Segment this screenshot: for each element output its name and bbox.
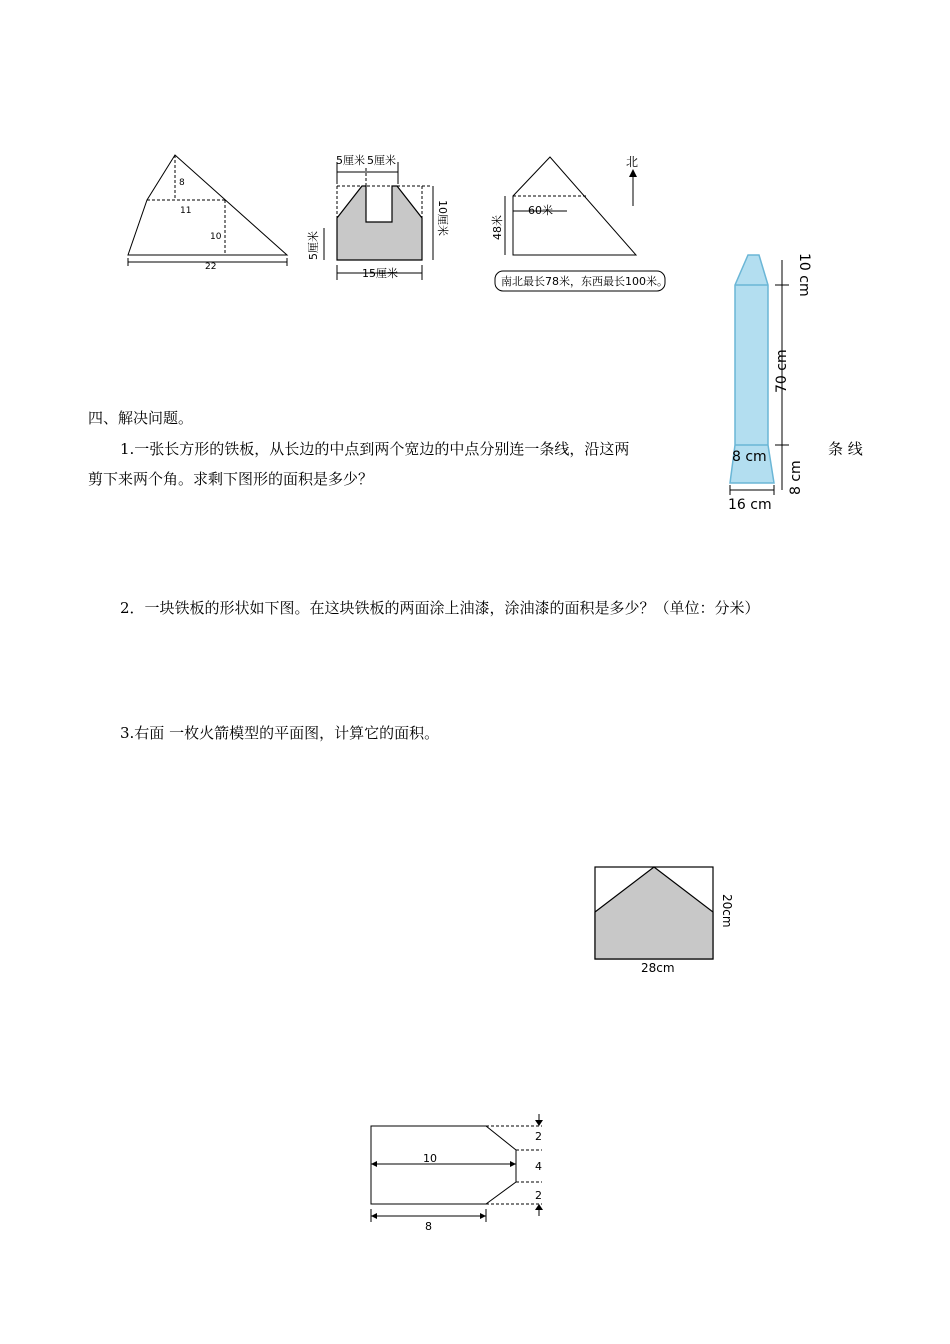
label-11: 11 bbox=[180, 206, 192, 216]
label-left: 5厘米 bbox=[307, 231, 320, 260]
question-1-line2: 剪下来两个角。求剩下图形的面积是多少？ bbox=[88, 470, 374, 488]
plate-figure bbox=[360, 1112, 560, 1237]
label-top-right: 5厘米 bbox=[367, 154, 396, 167]
label-middle: 70 cm bbox=[774, 349, 790, 393]
question-2: 2．一块铁板的形状如下图。在这块铁板的两面涂上油漆，涂油漆的面积是多少？（单位：分米） bbox=[120, 599, 760, 617]
land-note: 南北最长78米，东西最长100米。 bbox=[501, 275, 668, 288]
label-fin: 8 cm bbox=[732, 449, 767, 465]
label-8: 8 bbox=[179, 178, 185, 188]
question-3: 3.右面 一枚火箭模型的平面图，计算它的面积。 bbox=[120, 724, 440, 742]
label-north: 北 bbox=[626, 155, 639, 169]
label-height: 20cm bbox=[720, 894, 734, 928]
label-bottom: 15厘米 bbox=[362, 267, 398, 280]
label-10: 10 bbox=[210, 232, 222, 242]
label-10: 10 bbox=[423, 1152, 437, 1165]
label-top: 2 bbox=[535, 1130, 542, 1143]
label-top-left: 5厘米 bbox=[336, 154, 365, 167]
house-figure bbox=[590, 862, 740, 982]
label-bottom: 2 bbox=[535, 1189, 542, 1202]
question-1-line1 bbox=[120, 439, 629, 459]
label-width: 60米 bbox=[528, 204, 553, 217]
label-bottom: 8 cm bbox=[788, 460, 804, 495]
trapezoid-figure bbox=[120, 150, 300, 275]
label-width: 28cm bbox=[641, 961, 675, 975]
label-top: 10 cm bbox=[796, 253, 812, 297]
label-22: 22 bbox=[205, 262, 217, 272]
question-1-line1-end: 条 线 bbox=[828, 440, 863, 458]
label-right: 10厘米 bbox=[436, 200, 449, 236]
label-8: 8 bbox=[425, 1220, 432, 1233]
land-plot-figure bbox=[490, 150, 670, 295]
label-height: 48米 bbox=[491, 215, 504, 240]
label-base: 16 cm bbox=[728, 497, 772, 513]
question-1-start: 1.一张长方形的铁板，从长边的中点到两个宽边的中点分别连一条线，沿这两 bbox=[120, 440, 630, 458]
rocket-figure bbox=[720, 245, 830, 520]
section-heading: 四、解决问题。 bbox=[88, 409, 194, 427]
notch-shape-figure bbox=[300, 150, 450, 285]
label-mid: 4 bbox=[535, 1160, 542, 1173]
